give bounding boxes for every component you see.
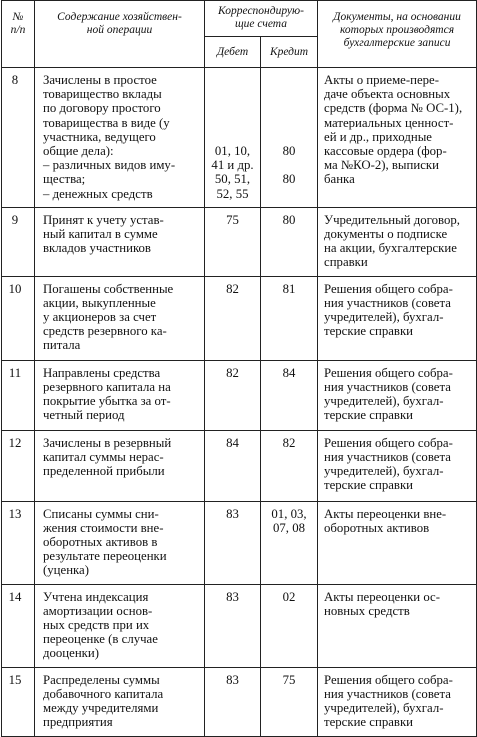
debit-cell-line (205, 73, 260, 87)
documents-cell-line: Решения общего собра- (324, 281, 453, 296)
operation-cell-line: участника, ведущего (43, 129, 156, 144)
operation-cell-line: – различных видов иму- (43, 158, 176, 173)
operation-cell-line: товарищество вклады (43, 87, 162, 102)
documents-cell-line: Акты переоценки ос- (324, 589, 440, 604)
debit-cell-line: 41 и др. (211, 158, 254, 173)
table-body (2, 68, 477, 737)
documents-cell-line: документы о подписке (324, 227, 448, 242)
debit-cell-line: 82 (226, 365, 239, 380)
operation-cell-line: пределенной прибыли (43, 464, 165, 479)
credit-cell-line (261, 116, 317, 130)
row-number: 10 (2, 276, 35, 360)
header-accounts (205, 1, 318, 37)
operation-cell-line: покрытие убытка за от- (43, 394, 171, 409)
credit-cell (261, 276, 318, 360)
debit-cell-line: 52, 55 (216, 186, 249, 201)
documents-cell-line: даче объекта основных (324, 87, 451, 102)
operation-cell-line: товарищества в виде (у (43, 115, 170, 130)
credit-cell-line: 02 (282, 589, 296, 604)
documents-cell-line: ей и др., приходные (324, 129, 432, 144)
header-credit: Кредит (261, 37, 318, 68)
row-number: 13 (2, 501, 35, 584)
documents-cell-line: новных средств (324, 603, 410, 618)
header-documents-line: бухгалтерские записи (343, 37, 451, 49)
credit-cell-line: 80 (282, 172, 296, 187)
debit-cell (205, 68, 261, 208)
credit-cell (261, 360, 318, 430)
row-number: 8 (2, 68, 35, 208)
documents-cell-line: на акции, бухгалтерские (324, 241, 457, 256)
accounting-entries-table (1, 0, 477, 737)
credit-cell (261, 68, 318, 208)
debit-cell (205, 584, 261, 667)
debit-cell (205, 207, 261, 276)
documents-cell-line: учредителей), бухгал- (324, 464, 444, 479)
documents-cell (318, 360, 477, 430)
operation-cell-line: акции, выкупленные (43, 295, 156, 310)
operation-cell-line: питала (43, 338, 81, 353)
operation-cell-line: ных средств при их (43, 618, 150, 633)
operation-cell-line: результате переоценки (43, 549, 167, 564)
header-number (2, 1, 35, 68)
credit-cell-line (261, 87, 317, 101)
operation-cell-line: жения стоимости вне- (43, 520, 164, 535)
table-row (2, 68, 477, 208)
header-accounts-line: Корреспондирую- (218, 5, 304, 17)
header-documents-line: Документы, на основании (333, 11, 461, 23)
debit-cell-line (205, 87, 260, 101)
documents-cell-line: справки (324, 255, 368, 270)
credit-cell-line: 80 (282, 212, 296, 227)
operation-cell (35, 68, 205, 208)
operation-cell (35, 667, 205, 736)
credit-cell-line (261, 130, 317, 144)
documents-cell (318, 667, 477, 736)
table-row (2, 360, 477, 430)
documents-cell-line: оборотных активов (324, 520, 430, 535)
debit-cell-line: 83 (226, 589, 239, 604)
documents-cell-line: терские справки (324, 715, 414, 730)
operation-cell (35, 207, 205, 276)
operation-cell (35, 360, 205, 430)
operation-cell-line: амортизации основ- (43, 603, 153, 618)
row-number: 9 (2, 207, 35, 276)
header-documents-line: которых производятся (339, 24, 455, 36)
documents-cell (318, 207, 477, 276)
debit-cell-line: 82 (226, 281, 239, 296)
debit-cell-line: 01, 10, (214, 144, 251, 159)
credit-cell (261, 501, 318, 584)
header-debit: Дебет (205, 37, 261, 68)
operation-cell-line: вкладов участников (43, 241, 151, 256)
documents-cell-line: Акты о приеме-пере- (324, 73, 439, 87)
operation-cell-line: по договору простого (43, 101, 161, 116)
operation-cell-line: между учредителями (43, 701, 159, 716)
operation-cell-line: – денежных средств (43, 186, 153, 201)
operation-cell-line: средств резервного ка- (43, 324, 167, 339)
operation-cell (35, 430, 205, 501)
credit-cell-line: 84 (282, 365, 296, 380)
row-number: 12 (2, 430, 35, 501)
documents-cell-line: ния участников (совета (324, 449, 451, 464)
operation-cell-line: предприятия (43, 715, 113, 730)
documents-cell-line: учредителей), бухгал- (324, 310, 444, 325)
debit-cell-line: 50, 51, (214, 172, 251, 187)
documents-cell-line: кассовые ордера (фор- (324, 144, 447, 159)
debit-cell (205, 501, 261, 584)
credit-cell (261, 207, 318, 276)
operation-cell-line: четный период (43, 408, 125, 423)
debit-cell (205, 360, 261, 430)
operation-cell-line: Погашены собственные (43, 281, 174, 296)
operation-cell-line: Зачислены в простое (43, 73, 157, 87)
debit-cell-line (205, 116, 260, 130)
operation-cell-line: оборотных активов в (43, 535, 158, 550)
debit-cell-line: 83 (226, 506, 239, 521)
documents-cell-line: учредителей), бухгал- (324, 701, 444, 716)
row-number: 15 (2, 667, 35, 736)
documents-cell (318, 501, 477, 584)
header-documents (318, 1, 477, 68)
documents-cell-line: Решения общего собра- (324, 672, 453, 687)
credit-cell (261, 430, 318, 501)
operation-cell-line: (уценка) (43, 563, 90, 578)
table-row (2, 667, 477, 736)
credit-cell-line: 75 (282, 672, 296, 687)
documents-cell-line: ния участников (совета (324, 379, 451, 394)
table-row (2, 276, 477, 360)
row-number: 14 (2, 584, 35, 667)
operation-cell-line: ный капитал в сумме (43, 227, 158, 242)
operation-cell (35, 501, 205, 584)
credit-cell-line (261, 73, 317, 87)
header-accounts-line: щие счета (235, 18, 287, 30)
credit-cell-line: 01, 03, (271, 506, 307, 521)
operation-cell-line: общие дела): (43, 144, 114, 159)
header-operation-line: ной операции (86, 24, 153, 36)
documents-cell-line: Учредительный договор, (324, 212, 460, 227)
credit-cell-line: 82 (282, 435, 296, 450)
credit-cell-line: 81 (282, 281, 296, 296)
operation-cell-line: переоценке (в случае (43, 632, 158, 647)
documents-cell-line: ма №КО-2), выписки (324, 158, 439, 173)
documents-cell-line: материальных ценност- (324, 115, 454, 130)
operation-cell-line: Учтена индексация (43, 589, 149, 604)
credit-cell (261, 667, 318, 736)
documents-cell-line: Решения общего собра- (324, 435, 453, 450)
credit-cell-line (261, 187, 317, 201)
credit-cell-line (261, 158, 317, 172)
debit-cell-line: 84 (226, 435, 239, 450)
operation-cell (35, 584, 205, 667)
operation-cell-line: добавочного капитала (43, 686, 164, 701)
documents-cell (318, 276, 477, 360)
operation-cell-line: Списаны суммы сни- (43, 506, 159, 521)
header-operation-line: Содержание хозяйствен- (57, 11, 182, 23)
header-number-line: п/п (10, 24, 26, 36)
debit-cell-line (205, 130, 260, 144)
documents-cell (318, 584, 477, 667)
documents-cell-line: терские справки (324, 478, 414, 493)
operation-cell-line: капитал суммы нерас- (43, 449, 164, 464)
documents-cell-line: терские справки (324, 324, 414, 339)
table-row (2, 207, 477, 276)
operation-cell-line: щества; (43, 172, 86, 187)
documents-cell-line: учредителей), бухгал- (324, 394, 444, 409)
operation-cell-line: Принят к учету устав- (43, 212, 164, 227)
debit-cell-line (205, 101, 260, 115)
documents-cell-line: терские справки (324, 408, 414, 423)
header-operation (35, 1, 205, 68)
documents-cell-line: Акты переоценки вне- (324, 506, 447, 521)
operation-cell-line: резервного капитала на (43, 379, 171, 394)
documents-cell-line: Решения общего собра- (324, 365, 453, 380)
operation-cell-line: Распределены суммы (43, 672, 160, 687)
documents-cell-line: банка (324, 172, 355, 187)
operation-cell-line: дооценки) (43, 646, 100, 661)
debit-cell (205, 667, 261, 736)
debit-cell-line: 83 (226, 672, 239, 687)
documents-cell (318, 430, 477, 501)
documents-cell-line: средств (форма № ОС-1), (324, 101, 463, 116)
debit-cell (205, 430, 261, 501)
header-number-line: № (12, 11, 24, 23)
credit-cell-line: 80 (282, 144, 296, 159)
table-row (2, 501, 477, 584)
operation-cell-line: Направлены средства (43, 365, 161, 380)
row-number: 11 (2, 360, 35, 430)
operation-cell-line: у акционеров за счет (43, 310, 157, 325)
operation-cell (35, 276, 205, 360)
table-row (2, 430, 477, 501)
credit-cell-line: 07, 08 (273, 520, 305, 535)
debit-cell (205, 276, 261, 360)
documents-cell-line: ния участников (совета (324, 686, 451, 701)
documents-cell (318, 68, 477, 208)
documents-cell-line: ния участников (совета (324, 295, 451, 310)
operation-cell-line: Зачислены в резервный (43, 435, 172, 450)
credit-cell (261, 584, 318, 667)
credit-cell-line (261, 101, 317, 115)
debit-cell-line: 75 (226, 212, 239, 227)
table-row (2, 584, 477, 667)
